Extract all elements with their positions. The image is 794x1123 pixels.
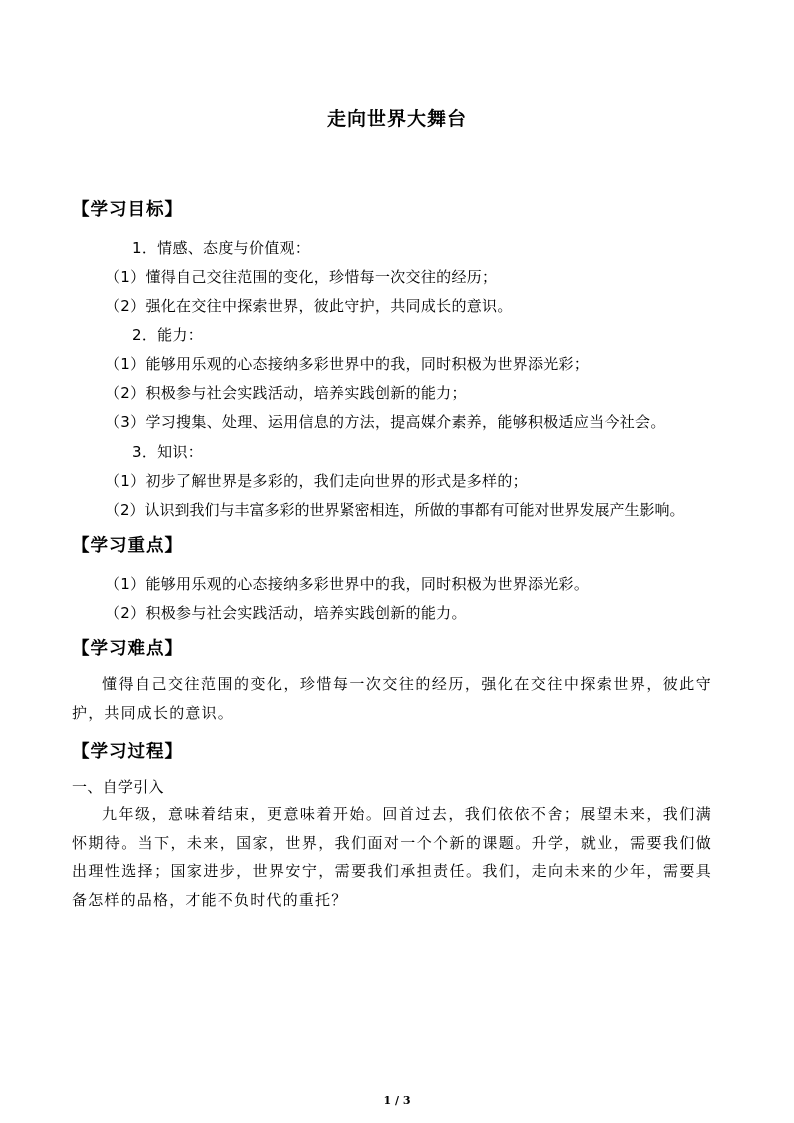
page-title: 走向世界大舞台 [326,108,467,130]
key-point-item: （2）积极参与社会实践活动，培养实践创新的能力。 [105,604,467,622]
difficulties-heading: 【学习难点】 [72,639,183,659]
goals-section-3-title: 3．知识： [132,443,204,461]
goals-section-1-item: （1）懂得自己交往范围的变化，珍惜每一次交往的经历； [105,268,498,286]
goals-section-1-item: （2）强化在交往中探索世界，彼此守护，共同成长的意识。 [105,297,513,315]
key-points-heading: 【学习重点】 [72,536,183,556]
goals-section-2-title: 2．能力： [132,326,204,344]
page-number: 1 / 3 [383,1094,411,1107]
goals-section-2-item: （1）能够用乐观的心态接纳多彩世界中的我，同时积极为世界添光彩； [105,355,590,373]
goals-section-3-item: （2）认识到我们与丰富多彩的世界紧密相连，所做的事都有可能对世界发展产生影响。 [105,501,685,519]
goals-heading: 【学习目标】 [72,200,183,220]
goals-section-2-item: （2）积极参与社会实践活动，培养实践创新的能力； [105,384,467,402]
key-point-item: （1）能够用乐观的心态接纳多彩世界中的我，同时积极为世界添光彩。 [105,575,590,593]
process-section-title: 一、自学引入 [72,778,164,796]
goals-section-3-item: （1）初步了解世界是多彩的，我们走向世界的形式是多样的； [105,472,528,490]
process-heading: 【学习过程】 [72,742,183,762]
process-paragraph: 九年级，意味着结束，更意味着开始。回首过去，我们依依不舍；展望未来，我们满怀期待。当下，未来，国家，世界，我们面对一个个新的课题。升学，就业，需要我们做出理性选择；国家进步，世界安宁，需要我们承担责任。我们，走向未来的少年，需要具备怎样的品格，才能不负时代的重托？ [72,805,712,909]
goals-section-2-item: （3）学习搜集、处理、运用信息的方法，提高媒介素养，能够积极适应当今社会。 [105,413,666,431]
difficulties-paragraph: 懂得自己交往范围的变化，珍惜每一次交往的经历，强化在交往中探索世界，彼此守护，共同成长的意识。 [72,675,712,722]
goals-section-1-title: 1．情感、态度与价值观： [132,239,311,257]
